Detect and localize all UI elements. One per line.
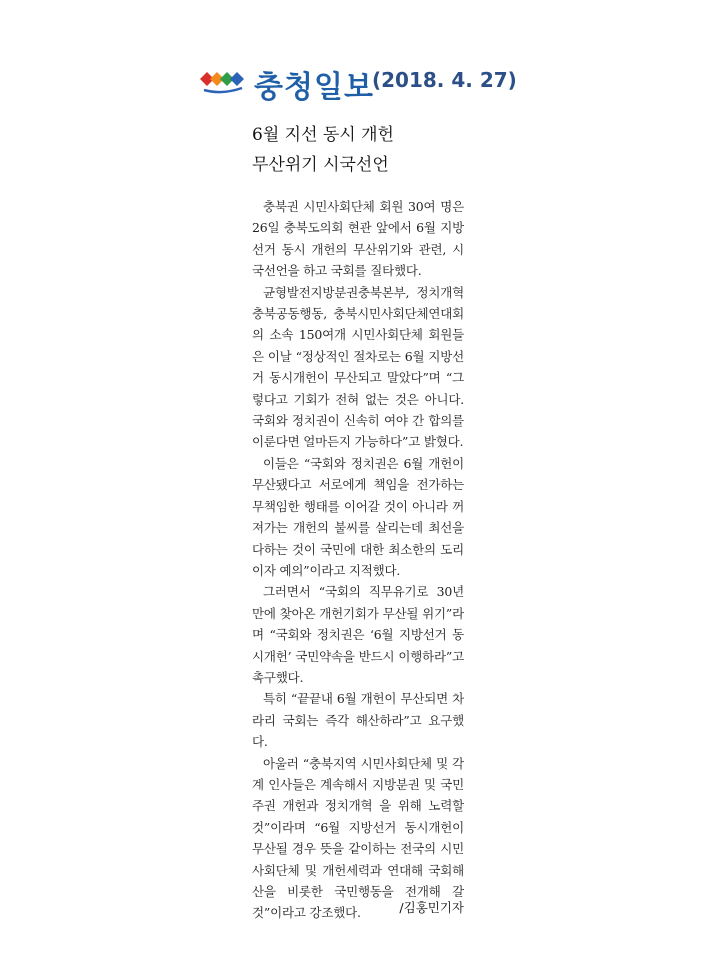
publication-date: (2018. 4. 27) xyxy=(372,68,517,92)
byline: /김홍민기자 xyxy=(399,900,464,915)
article-paragraph: 이들은 “국회와 정치권은 6월 개헌이 무산됐다고 서로에게 책임을 전가하는 무책임한 행태를 이어갈 것이 아니라 꺼져가는 개헌의 불씨를 살리는데 최선을 다하는 것이 국민에 대한 최소한의 도리이자 예의”이라고 지적했다. xyxy=(252,455,464,578)
article-paragraph: 균형발전지방분권충북본부, 정치개혁충북공동행동, 충북시민사회단체연대회의 소속 150여개 시민사회단체 회원들은 이날 “정상적인 절차로는 6월 지방선거 동시개헌이 무산되고 말았다”며 “그렇다고 기회가 전혀 없는 것은 아니다. 국회와 정치권이 신속히 여야 간 합의를 이룬다면 얼마든지 가능하다”고 밝혔다. xyxy=(252,284,464,450)
newspaper-name: 충청일보 xyxy=(254,70,374,105)
article-paragraph: 아울러 “충북지역 시민사회단체 및 각계 인사들은 계속해서 지방분권 및 국민주권 개헌과 정치개혁 을 위해 노력할 것”이라며 “6월 지방선거 동시개헌이 무산될 경우 뜻을 같이하는 전국의 시민사회단체 및 개헌세력과 연대해 국회해산을 비롯한 국민행동을 전개해 갈 것”이라고 강조했다. xyxy=(252,755,464,921)
headline-line-1: 6월 지선 동시 개헌 xyxy=(252,125,394,145)
article-paragraph: 특히 “끝끝내 6월 개헌이 무산되면 차라리 국회는 즉각 해산하라”고 요구했다. xyxy=(252,691,464,750)
masthead xyxy=(198,60,518,105)
newspaper-logo-icon xyxy=(198,64,246,94)
headline xyxy=(252,120,492,180)
article-paragraph: 그러면서 “국회의 직무유기로 30년 만에 찾아온 개헌기회가 무산될 위기”라며 “국회와 정치권은 ‘6월 지방선거 동시개헌’ 국민약속을 반드시 이행하라”고 촉구했다. xyxy=(252,584,464,685)
article-body xyxy=(252,196,464,924)
headline-line-2: 무산위기 시국선언 xyxy=(252,155,389,175)
article-paragraph: 충북권 시민사회단체 회원 30여 명은 26일 충북도의회 현관 앞에서 6월 지방선거 동시 개헌의 무산위기와 관련, 시국선언을 하고 국회를 질타했다. xyxy=(252,199,464,279)
